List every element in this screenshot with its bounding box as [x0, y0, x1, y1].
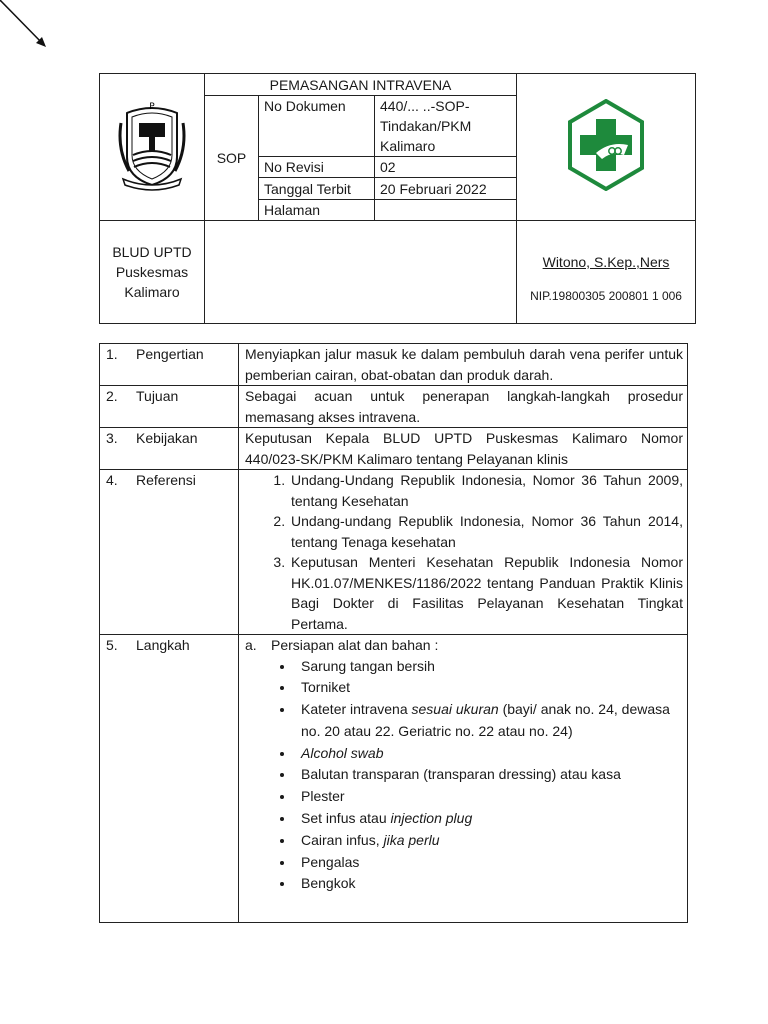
tools-list — [245, 656, 683, 896]
table-row — [100, 428, 688, 470]
section-label: Referensi — [136, 472, 196, 488]
list-item: • Balutan transparan (transparan dressing) atau kasa — [295, 764, 683, 786]
list-item — [295, 743, 683, 765]
section-text: Sebagai acuan untuk penerapan langkah-langkah prosedur memasang akses intravena. — [239, 386, 688, 428]
section-label: Kebijakan — [136, 430, 198, 446]
section-number: 1. — [106, 346, 118, 362]
page-value — [375, 200, 517, 221]
section-number: 5. — [106, 637, 118, 653]
tool-text: Set infus atau — [301, 810, 391, 827]
signature-space — [205, 221, 517, 324]
tool-text-italic: sesuai ukuran — [411, 701, 499, 718]
table-row — [100, 470, 688, 635]
list-item: • Pengalas — [295, 852, 683, 874]
list-item: 2. Undang-undang Republik Indonesia, Nomor 36 Tahun 2014, tentang Tenaga kesehatan — [289, 511, 683, 552]
signer-block — [517, 221, 696, 324]
list-item: • Torniket — [295, 677, 683, 699]
sub-step-title: Persiapan alat dan bahan : — [271, 637, 439, 653]
org-name-text: BLUD UPTD Puskesmas Kalimaro — [112, 244, 192, 300]
issue-date-value: 20 Februari 2022 — [375, 178, 517, 200]
org-name — [100, 221, 205, 324]
sop-label: SOP — [205, 96, 259, 221]
doc-number-value: 440/... ..-SOP-Tindakan/PKM Kalimaro — [375, 96, 517, 157]
tool-text-italic: Alcohol swab — [301, 744, 384, 761]
revision-value: 02 — [375, 157, 517, 178]
arrow-annotation-icon — [0, 0, 60, 60]
regency-emblem-logo — [100, 74, 205, 221]
list-item — [295, 830, 683, 852]
doc-number-label: No Dokumen — [259, 96, 375, 157]
sop-title: PEMASANGAN INTRAVENA — [205, 74, 517, 96]
list-item: • Bengkok — [295, 873, 683, 895]
list-item: 3. Keputusan Menteri Kesehatan Republik Indonesia Nomor HK.01.07/MENKES/1186/2022 tentang Panduan Praktik Klinis Bagi Dokter di Fasilitas Pelayanan Kesehatan Tingkat Pertama. — [289, 552, 683, 634]
puskesmas-logo — [517, 74, 696, 221]
sub-step-letter: a. — [245, 637, 257, 653]
section-number: 4. — [106, 472, 118, 488]
signer-nip: NIP.19800305 200801 1 006 — [530, 289, 682, 303]
tool-text: Kateter intravena — [301, 701, 412, 718]
tool-text: (bayi/ anak no. 24, dewasa no. 20 atau 22. Geriatric no. 22 atau no. 24) — [301, 701, 670, 739]
table-row — [100, 635, 688, 923]
list-item — [295, 808, 683, 830]
section-text: Menyiapkan jalur masuk ke dalam pembuluh darah vena perifer untuk pemberian cairan, obat-obatan dan produk darah. — [239, 344, 688, 386]
section-label: Langkah — [136, 637, 190, 653]
svg-text:P: P — [149, 101, 155, 112]
section-label: Pengertian — [136, 346, 204, 362]
tool-text: Cairan infus, — [301, 831, 384, 848]
section-label: Tujuan — [136, 388, 179, 404]
section-number: 2. — [106, 388, 118, 404]
list-item: 1. Undang-Undang Republik Indonesia, Nomor 36 Tahun 2009, tentang Kesehatan — [289, 470, 683, 511]
signer-name: Witono, S.Kep.,Ners — [542, 254, 670, 270]
sop-content-table — [99, 343, 688, 923]
table-row — [100, 386, 688, 428]
issue-date-label: Tanggal Terbit — [259, 178, 375, 200]
list-item: • Plester — [295, 786, 683, 808]
table-row — [100, 344, 688, 386]
page-label: Halaman — [259, 200, 375, 221]
section-text: Keputusan Kepala BLUD UPTD Puskesmas Kalimaro Nomor 440/023-SK/PKM Kalimaro tentang Pelayanan klinis — [239, 428, 688, 470]
section-number: 3. — [106, 430, 118, 446]
list-item — [295, 699, 683, 743]
sop-header-table — [99, 73, 696, 324]
tool-text-italic: injection plug — [390, 810, 473, 827]
tool-text-italic: jika perlu — [383, 831, 440, 848]
reference-list — [245, 470, 683, 634]
revision-label: No Revisi — [259, 157, 375, 178]
list-item: • Sarung tangan bersih — [295, 656, 683, 678]
